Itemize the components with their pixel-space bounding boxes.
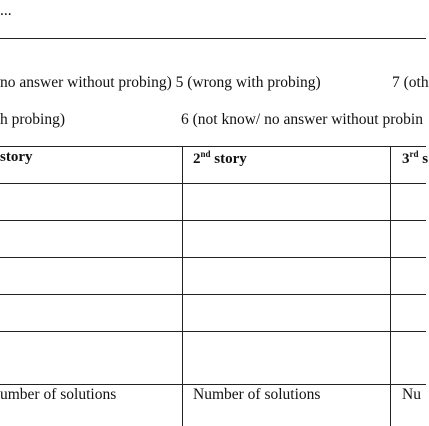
table-row-border [0,294,426,295]
codes-line2-part2: 6 (not know/ no answer without probin [181,111,423,128]
table-row-border [0,220,426,221]
table-row-border [0,146,426,147]
header-3-label: s [422,151,429,167]
codes-line1-part1: no answer without probing) 5 (wrong with probing) [0,74,321,91]
header-2-num: 2 [193,151,201,167]
footer-cell-1: umber of solutions [0,386,117,403]
table-row-border [0,183,426,184]
header-cell-3 [402,149,428,168]
table-col-border [182,146,183,426]
header-3-num: 3 [402,151,410,167]
table-row-border [0,384,426,385]
footer-cell-3: Nu [402,386,421,403]
header-1-label: story [0,149,33,165]
table-col-border [390,146,391,426]
footer-cell-2: Number of solutions [193,386,321,403]
table-row-border [0,331,426,332]
header-2-label: story [214,151,247,167]
header-2-sup: nd [200,149,211,159]
table-row-border [0,257,426,258]
top-rule [0,38,426,39]
header-cell-2 [193,149,247,168]
codes-line1-part2: 7 (oth [392,74,429,91]
header-cell-1 [0,149,33,166]
top-ellipsis: ... [0,2,12,19]
codes-line2-part1: h probing) [0,111,66,128]
header-3-sup: rd [409,149,419,159]
